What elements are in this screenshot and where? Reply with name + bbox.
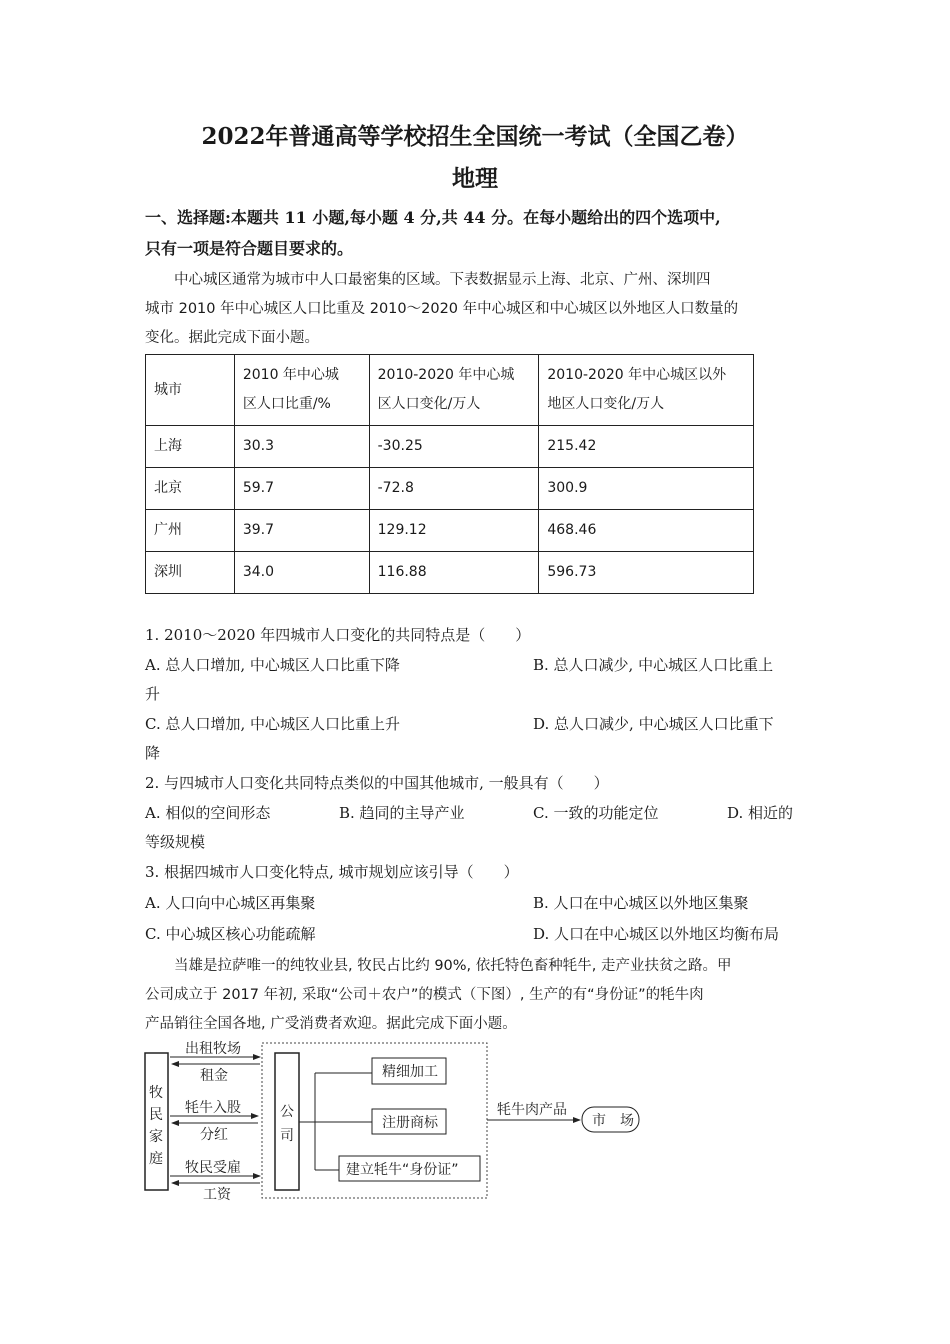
question-2-option-b[interactable]: B. 趋同的主导产业 — [339, 804, 465, 822]
flow-herder-employed: 牧民受雇 — [185, 1160, 241, 1176]
table-row — [146, 510, 754, 552]
flow-rent: 租金 — [200, 1068, 228, 1084]
flow-wage: 工资 — [203, 1187, 231, 1203]
table-cell: 30.3 — [234, 426, 369, 468]
question-1-option-a[interactable]: A. 总人口增加, 中心城区人口比重下降 — [145, 656, 400, 674]
question-1-option-b-wrap: 升 — [145, 685, 161, 703]
activity-trademark: 注册商标 — [382, 1115, 438, 1131]
company-label: 公 — [280, 1104, 294, 1120]
table-header-cell: 2010-2020 年中心城区以外 地区人口变化/万人 — [539, 355, 754, 426]
passage2-line3: 产品销往全国各地, 广受消费者欢迎。据此完成下面小题。 — [145, 1016, 517, 1032]
population-table — [145, 354, 754, 594]
company-box — [275, 1053, 299, 1190]
flow-rent-pasture: 出租牧场 — [185, 1041, 241, 1057]
table-row — [146, 552, 754, 594]
svg-text:家: 家 — [149, 1129, 163, 1145]
exam-title: 2022年普通高等学校招生全国统一考试（全国乙卷） — [201, 123, 749, 150]
section-heading-line2: 只有一项是符合题目要求的。 — [145, 239, 354, 258]
table-cell: 468.46 — [539, 510, 754, 552]
activity-yak-id: 建立牦牛“身份证” — [346, 1162, 459, 1178]
flow-yak-shares: 牦牛入股 — [185, 1100, 241, 1116]
company-plus-farmer-diagram — [140, 1035, 680, 1205]
table-cell: 34.0 — [234, 552, 369, 594]
question-3-option-c[interactable]: C. 中心城区核心功能疏解 — [145, 925, 316, 943]
product-label: 牦牛肉产品 — [497, 1102, 567, 1118]
question-3-option-b[interactable]: B. 人口在中心城区以外地区集聚 — [533, 894, 749, 912]
question-2-option-a[interactable]: A. 相似的空间形态 — [145, 804, 271, 822]
question-3-option-d[interactable]: D. 人口在中心城区以外地区均衡布局 — [533, 925, 780, 943]
market-label: 市 场 — [592, 1113, 634, 1129]
question-1-option-d[interactable]: D. 总人口减少, 中心城区人口比重下 — [533, 715, 774, 733]
question-2-option-c[interactable]: C. 一致的功能定位 — [533, 804, 659, 822]
question-2-option-d-wrap: 等级规模 — [145, 833, 206, 851]
table-cell: -72.8 — [369, 468, 539, 510]
table-header-row — [146, 355, 754, 426]
herder-family-label: 牧 — [149, 1085, 163, 1101]
table-cell: 59.7 — [234, 468, 369, 510]
passage1-line2: 城市 2010 年中心城区人口比重及 2010～2020 年中心城区和中心城区以外地区人口数量的 — [145, 301, 739, 317]
passage2-line2: 公司成立于 2017 年初, 采取“公司＋农户”的模式（下图）, 生产的有“身份证”的牦牛肉 — [145, 987, 704, 1003]
table-row — [146, 468, 754, 510]
passage1-line1: 中心城区通常为城市中人口最密集的区域。下表数据显示上海、北京、广州、深圳四 — [145, 272, 711, 288]
question-2-stem: 2. 与四城市人口变化共同特点类似的中国其他城市, 一般具有（ ） — [145, 774, 609, 792]
question-1-stem: 1. 2010～2020 年四城市人口变化的共同特点是（ ） — [145, 626, 531, 644]
section-heading-line1: 一、选择题:本题共 11 小题,每小题 4 分,共 44 分。在每小题给出的四个选项中, — [145, 208, 721, 227]
svg-text:司: 司 — [280, 1128, 294, 1144]
table-cell: 215.42 — [539, 426, 754, 468]
activity-fine-processing: 精细加工 — [382, 1064, 438, 1080]
table-cell: 39.7 — [234, 510, 369, 552]
table-cell: -30.25 — [369, 426, 539, 468]
question-1-option-d-wrap: 降 — [145, 744, 161, 762]
table-cell: 596.73 — [539, 552, 754, 594]
table-cell: 深圳 — [146, 552, 235, 594]
table-row — [146, 426, 754, 468]
table-cell: 129.12 — [369, 510, 539, 552]
table-cell: 广州 — [146, 510, 235, 552]
passage1-line3: 变化。据此完成下面小题。 — [145, 330, 319, 346]
table-cell: 北京 — [146, 468, 235, 510]
flow-dividend: 分红 — [200, 1127, 228, 1143]
question-2-option-d[interactable]: D. 相近的 — [727, 804, 794, 822]
subject-title: 地理 — [452, 165, 498, 192]
question-3-stem: 3. 根据四城市人口变化特点, 城市规划应该引导（ ） — [145, 863, 519, 881]
table-cell: 300.9 — [539, 468, 754, 510]
question-1-option-b[interactable]: B. 总人口减少, 中心城区人口比重上 — [533, 656, 774, 674]
question-3-option-a[interactable]: A. 人口向中心城区再集聚 — [145, 894, 316, 912]
table-header-cell: 2010 年中心城 区人口比重/% — [234, 355, 369, 426]
question-1-option-c[interactable]: C. 总人口增加, 中心城区人口比重上升 — [145, 715, 401, 733]
table-header-cell: 城市 — [146, 355, 235, 426]
passage2-line1: 当雄是拉萨唯一的纯牧业县, 牧民占比约 90%, 依托特色畜种牦牛, 走产业扶贫之路。甲 — [145, 958, 732, 974]
table-cell: 上海 — [146, 426, 235, 468]
svg-text:民: 民 — [149, 1107, 163, 1123]
table-cell: 116.88 — [369, 552, 539, 594]
table-header-cell: 2010-2020 年中心城 区人口变化/万人 — [369, 355, 539, 426]
svg-text:庭: 庭 — [149, 1151, 163, 1167]
